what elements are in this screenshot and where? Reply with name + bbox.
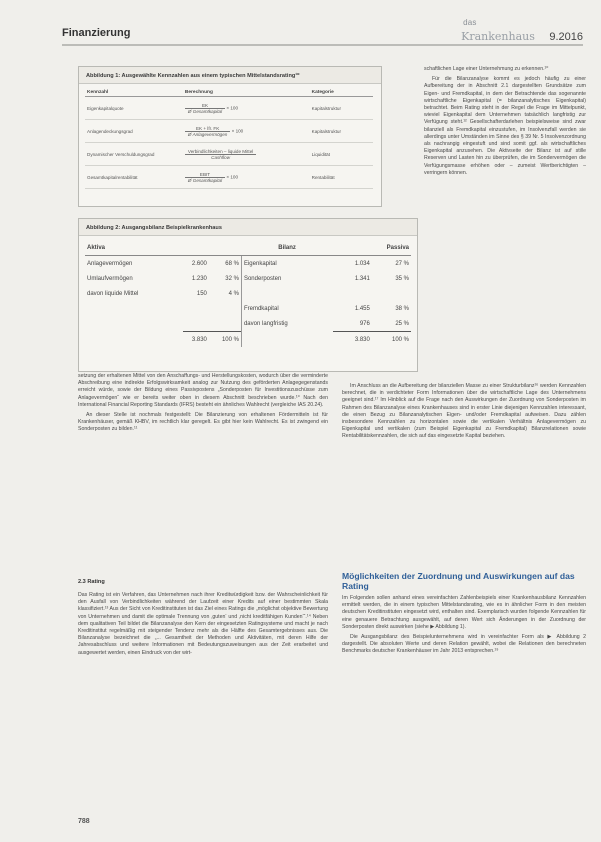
asset-value: [183, 316, 209, 332]
paragraph: Für die Bilanzanalyse kommt es jedoch häufig zu einer Aufbereitung der in Abschnitt 2.1 dargestellten Grundsätze zum Eigen- und Fremdkapital, in dem der Betrachtende das sogenannte wirtschaftliche Eigenkapital (= bilanzanalytisches Eigenkapital) betrachtet. Beim Rating steht in der Regel die Frage im Mittelpunkt, wieviel Eigenkapital dem Unternehmen tatsächlich langfristig zur Verfügung steht.¹² Gesellschafterdarlehen beispielsweise sind zwar bilanziell als Fremdkapital einzustufen, im Insolvenzfall werden sie allerdings unter Umständen im Sinne des § 39 Nr. 5 Insolvenzordnung als nachrangig eingestuft und sind somit ggf. als wirtschaftliches Eigenkapital anzusehen. Die Aktivseite der Bilanz ist auf stille Reserven und Lasten hin zu überprüfen, die im Sondervermögen die Verfügungsmasse erhöhen oder – zumeist Wertberichtigten – verringern können.: [424, 76, 586, 176]
table-header-row: [85, 89, 373, 97]
table-header-row: [85, 240, 411, 256]
figure-2-title: Abbildung 2: Ausgangsbilanz Beispielkrankenhaus: [79, 219, 417, 236]
kpi-category: Rentabilität: [310, 166, 373, 189]
kpi-formula: $\frac{\text{EBIT}}{\text{Ø Gesamtkapital}}$ × 100: [183, 166, 310, 189]
table-row: [85, 316, 411, 332]
table-row: [85, 143, 373, 166]
bilanz-header: Bilanz: [241, 240, 332, 256]
total-assets-value: 3.830: [183, 332, 209, 348]
table-row: [85, 271, 411, 286]
logo-top-text: das: [463, 18, 477, 27]
asset-label: Anlagevermögen: [87, 260, 133, 267]
balance-sheet-table: [85, 240, 411, 347]
paragraph: setzung der erhaltenen Mittel von den Anschaffungs- und Herstellungskosten, wodurch über die verminderte Abschreibung eine indirekte Erfolgswirksamkeit analog zur Nutzung des geförderten Anlagegegenstands erreicht würde, sowie der Bildung eines Passivpostens „Sonderposten für Investitionszuschüsse zum Anlagevermögen“ wie er bereits weiter oben in diesem Abschnitt beschrieben wurde.¹⁰ Nach den International Financial Reporting Standards (IFRS) besteht ein ähnliches Wahlrecht (vergleiche IAS 20.24).: [78, 373, 328, 408]
table-row: [85, 97, 373, 120]
asset-percent: 68 %: [225, 260, 239, 267]
liability-percent: 27 %: [395, 260, 409, 267]
total-assets-percent: 100 %: [209, 332, 242, 348]
left-column-lower: [78, 592, 328, 660]
liability-value: 976: [359, 320, 370, 327]
left-column-upper: [78, 373, 328, 437]
column-header: Kennzahl: [85, 89, 183, 97]
liability-value: 1.034: [354, 260, 370, 267]
figure-2-balance-sheet: [78, 218, 418, 372]
kpi-formula: $\frac{EK}{\text{Ø Gesamtkapital}}$ × 100: [183, 97, 310, 120]
paragraph: schaftlichen Lage einer Unternehmung zu erkennen.¹⁰: [424, 66, 549, 72]
right-column-lower: [342, 595, 586, 659]
paragraph: Die Ausgangsbilanz des Beispielunternehmens wird in vereinfachter Form als ▶ Abbildung 2 dargestellt. Die absoluten Werte und deren Relation gewählt, wobei die Relationen den berechneten Benchmarks deutscher Krankenhäuser im Jahr 2013 entsprechen.¹⁹: [342, 634, 586, 655]
liability-label: Sonderposten: [241, 271, 332, 286]
liability-label: [241, 286, 332, 301]
key-figures-table: [85, 89, 373, 189]
asset-percent: 4 %: [228, 290, 239, 297]
kpi-name: Dynamischer Verschuldungsgrad: [85, 143, 183, 166]
asset-value: 2.600: [191, 260, 207, 267]
total-liabilities-value: 3.830: [333, 332, 372, 348]
liability-value: 1.341: [354, 275, 370, 282]
figure-1-title: Abbildung 1: Ausgewählte Kennzahlen aus einem typischen Mittelstandsrating¹⁰: [79, 67, 381, 84]
section-heading: Möglichkeiten der Zuordnung und Auswirkungen auf das Rating: [342, 571, 575, 591]
kpi-category: Liquidität: [310, 143, 373, 166]
figure-1-key-figures: [78, 66, 382, 207]
kpi-formula: $\frac{\text{EK + lfr. FK}}{\text{Ø Anlagevermögen}}$ × 100: [183, 120, 310, 143]
liability-percent: [372, 286, 411, 301]
asset-percent: [209, 316, 242, 332]
paragraph: Im Folgenden sollen anhand eines vereinfachten Zahlenbeispiels einer Krankenhausbilanz Kennzahlen ermittelt werden, die in einem typischen Mittelstandsrating, wie es in ähnlicher Form in den meisten deutschen Kreditinstituten eingesetzt wird, enthalten sind. Exemplarisch wurden folgende Kennzahlen für eine genauere Betrachtung ausgewählt, auf deren Wert sich Änderungen in der Zuordnung der Sonderposten direkt auswirken (siehe ▶ Abbildung 1).: [342, 595, 586, 630]
asset-percent: [209, 301, 242, 316]
liability-percent: 35 %: [395, 275, 409, 282]
journal-header: [461, 18, 583, 45]
kpi-category: Kapitalstruktur: [310, 97, 373, 120]
logo-main-text: Krankenhaus: [461, 30, 535, 43]
right-column-middle: [342, 383, 586, 444]
aktiva-header: Aktiva: [85, 240, 241, 256]
asset-label: [85, 316, 183, 332]
column-header: Berechnung: [183, 89, 310, 97]
liability-label: Eigenkapital: [241, 256, 332, 272]
liability-percent: 25 %: [395, 320, 409, 327]
page-number: 788: [78, 818, 90, 825]
liability-value: 1.455: [354, 305, 370, 312]
asset-label: Umlaufvermögen: [87, 275, 133, 282]
asset-percent: 32 %: [225, 275, 239, 282]
asset-label: davon liquide Mittel: [87, 290, 139, 297]
table-row: [85, 166, 373, 189]
section-heading-rating: 2.3 Rating: [78, 579, 105, 585]
paragraph: An dieser Stelle ist nochmals festgestellt: Die Bilanzierung von erhaltenen Fördermitteln ist für Krankenhäuser, gemäß KHBV, im rechtlich klar geregelt. Es gibt hier kein Wahlrecht. Es ist zwingend ein Sonderposten zu bilden.¹¹: [78, 412, 328, 433]
table-row: [85, 286, 411, 301]
kpi-name: Anlagendeckungsgrad: [85, 120, 183, 143]
passiva-header: Passiva: [333, 240, 411, 256]
paragraph: Das Rating ist ein Verfahren, das Unternehmen nach ihrer Kreditwürdigkeit bzw. der Wahrscheinlichkeit für den Ausfall von Verbindlichkeiten während der Laufzeit einer Kredits auf einer bestimmten Skala klassifiziert.¹³ Aus der Sicht von Kreditinstituten ist das Ziel eines Ratings die „möglichst objektive Bewertung von Unternehmen und damit die optimale Trennung von ‚guten‘ und ‚nicht kreditfähigen Kunden‘“.¹⁴ Neben dem qualitativen Teil bildet die Bilanzanalyse den Kern der eingesetzten Ratingsysteme und macht je nach Kreditinstitut regelmäßig mit steigender Tendenz mehr als die Hälfte des Gesamtergebnisses aus. Die Bilanzanalyse bezeichnet die „... Gesamtheit der Methoden und Aktivitäten, mit deren Hilfe der Jahresabschluss und weitere Informationen mit Bedeutungszuweisungen aus der Zeit erarbeitet und ausgewertet werden, einen Eindruck von der wirt-: [78, 592, 328, 656]
total-liabilities-percent: 100 %: [372, 332, 411, 348]
right-column-upper: [424, 66, 586, 180]
table-row: [85, 256, 411, 272]
asset-value: [183, 301, 209, 316]
kpi-formula: $\frac{\text{Verbindlichkeiten – liquide Mittel}}{\text{Cashflow}}$: [183, 143, 310, 166]
section-title: Finanzierung: [62, 27, 131, 39]
kpi-name: Eigenkapitalquote: [85, 97, 183, 120]
kpi-name: Gesamtkapitalrentabilität: [85, 166, 183, 189]
table-row: [85, 120, 373, 143]
liability-percent: 38 %: [395, 305, 409, 312]
paragraph: Im Anschluss an die Aufbereitung der bilanziellen Masse zu einer Strukturbilanz¹⁶ werden Kennzahlen berechnet, die in verdichteter Form Informationen über die wirtschaftliche Lage des Unternehmens geeignet sind.¹⁷ Im Hinblick auf die Frage nach den Auswirkungen der Zuordnung von Sonderposten im Rahmen des Bilanzanalyse eines Krankenhauses sind in erster Linie diejenigen Kennzahlen interessant, die einen Bezug zu Bilanzanalytischen Eigen- und/oder Fremdkapital aufweisen. Dazu zählen insbesondere Kennzahlen zu horizontalen sowie die vertikalen Verhältnis Anlagevermögen zu Eigenkapital und vertikalen (zum Beispiel Eigenkapital zu Fremdkapital) Bilanzrelationen sowie Rentabilitätskennzahlen, die sich auf das eingesetzte Kapital beziehen.: [342, 383, 586, 440]
asset-label: [85, 301, 183, 316]
table-row: [85, 301, 411, 316]
header-divider: [62, 44, 583, 46]
liability-label: Fremdkapital: [241, 301, 332, 316]
liability-label: davon langfristig: [241, 316, 332, 332]
journal-logo: [461, 18, 535, 45]
totals-row: [85, 332, 411, 348]
asset-value: 150: [196, 290, 207, 297]
column-header: Kategorie: [310, 89, 373, 97]
kpi-category: Kapitalstruktur: [310, 120, 373, 143]
asset-value: 1.230: [191, 275, 207, 282]
liability-value: [333, 286, 372, 301]
issue-number: 9.2016: [549, 31, 583, 43]
